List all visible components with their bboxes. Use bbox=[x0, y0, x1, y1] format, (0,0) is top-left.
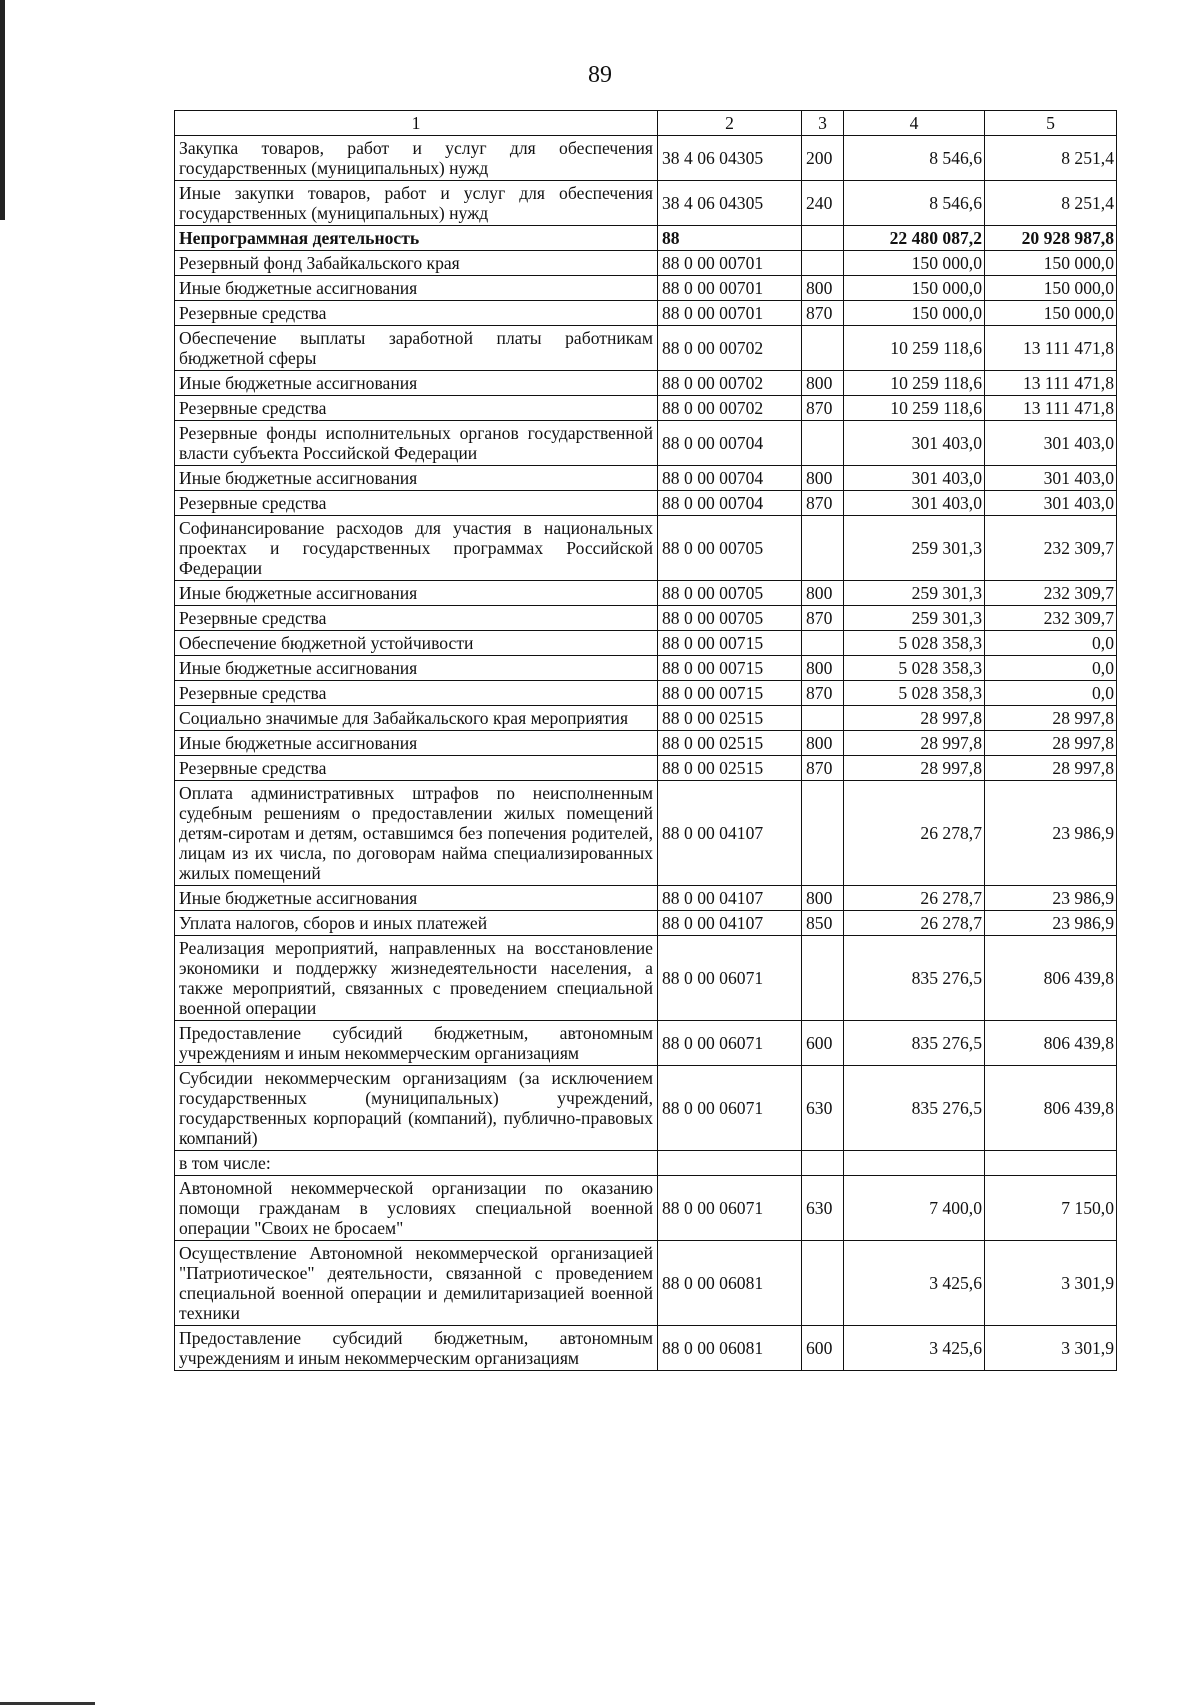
table-row bbox=[175, 301, 1117, 326]
row-value-4-cell: 22 480 087,2 bbox=[844, 226, 985, 251]
row-value-5-cell: 28 997,8 bbox=[985, 731, 1117, 756]
row-value-5-cell: 8 251,4 bbox=[985, 181, 1117, 226]
row-code-cell: 88 0 00 00701 bbox=[658, 276, 802, 301]
row-code-cell: 88 0 00 06081 bbox=[658, 1326, 802, 1371]
row-kind-cell: 800 bbox=[802, 371, 844, 396]
row-code-cell: 88 0 00 06081 bbox=[658, 1241, 802, 1326]
table-row bbox=[175, 491, 1117, 516]
row-code-cell: 88 0 00 04107 bbox=[658, 781, 802, 886]
row-value-4-cell: 26 278,7 bbox=[844, 886, 985, 911]
table-row bbox=[175, 1241, 1117, 1326]
table-row bbox=[175, 251, 1117, 276]
row-code-cell: 88 0 00 06071 bbox=[658, 1176, 802, 1241]
column-header: 2 bbox=[658, 111, 802, 136]
table-row bbox=[175, 731, 1117, 756]
row-value-4-cell: 26 278,7 bbox=[844, 911, 985, 936]
row-kind-cell: 240 bbox=[802, 181, 844, 226]
row-kind-cell: 800 bbox=[802, 466, 844, 491]
row-kind-cell: 870 bbox=[802, 396, 844, 421]
row-value-5-cell: 28 997,8 bbox=[985, 756, 1117, 781]
table-row bbox=[175, 606, 1117, 631]
row-kind-cell bbox=[802, 631, 844, 656]
row-kind-cell bbox=[802, 781, 844, 886]
row-kind-cell: 600 bbox=[802, 1326, 844, 1371]
column-header: 4 bbox=[844, 111, 985, 136]
row-code-cell: 88 0 00 00702 bbox=[658, 396, 802, 421]
row-value-5-cell: 23 986,9 bbox=[985, 781, 1117, 886]
row-kind-cell: 870 bbox=[802, 756, 844, 781]
row-name-cell: Социально значимые для Забайкальского края мероприятия bbox=[175, 706, 658, 731]
row-name-cell: Иные закупки товаров, работ и услуг для обеспечения государственных (муниципальных) нужд bbox=[175, 181, 658, 226]
row-value-5-cell: 7 150,0 bbox=[985, 1176, 1117, 1241]
row-kind-cell: 630 bbox=[802, 1066, 844, 1151]
table-row bbox=[175, 276, 1117, 301]
row-code-cell: 88 0 00 02515 bbox=[658, 731, 802, 756]
row-value-5-cell: 3 301,9 bbox=[985, 1241, 1117, 1326]
row-code-cell: 88 0 00 00705 bbox=[658, 581, 802, 606]
row-name-cell: Предоставление субсидий бюджетным, автономным учреждениям и иным некоммерческим организациям bbox=[175, 1326, 658, 1371]
row-code-cell: 88 0 00 00701 bbox=[658, 251, 802, 276]
row-kind-cell: 800 bbox=[802, 276, 844, 301]
table-row bbox=[175, 936, 1117, 1021]
row-code-cell: 88 0 00 00715 bbox=[658, 681, 802, 706]
row-value-5-cell: 28 997,8 bbox=[985, 706, 1117, 731]
row-value-5-cell: 150 000,0 bbox=[985, 276, 1117, 301]
table-row bbox=[175, 756, 1117, 781]
row-value-4-cell: 301 403,0 bbox=[844, 421, 985, 466]
row-kind-cell: 850 bbox=[802, 911, 844, 936]
row-value-5-cell: 301 403,0 bbox=[985, 421, 1117, 466]
row-value-4-cell: 150 000,0 bbox=[844, 276, 985, 301]
row-name-cell: Резервные средства bbox=[175, 396, 658, 421]
table-row bbox=[175, 911, 1117, 936]
row-value-4-cell: 28 997,8 bbox=[844, 731, 985, 756]
table-row bbox=[175, 1176, 1117, 1241]
row-name-cell: Иные бюджетные ассигнования bbox=[175, 371, 658, 396]
row-name-cell: Резервные средства bbox=[175, 756, 658, 781]
table-row bbox=[175, 1326, 1117, 1371]
row-code-cell: 88 0 00 02515 bbox=[658, 756, 802, 781]
table-row bbox=[175, 326, 1117, 371]
row-name-cell: Софинансирование расходов для участия в национальных проектах и государственных программах Российской Федерации bbox=[175, 516, 658, 581]
row-value-4-cell: 301 403,0 bbox=[844, 491, 985, 516]
row-value-5-cell: 0,0 bbox=[985, 681, 1117, 706]
row-name-cell: Иные бюджетные ассигнования bbox=[175, 656, 658, 681]
column-header: 3 bbox=[802, 111, 844, 136]
row-code-cell: 88 bbox=[658, 226, 802, 251]
table-row bbox=[175, 1066, 1117, 1151]
row-kind-cell bbox=[802, 706, 844, 731]
row-name-cell: Иные бюджетные ассигнования bbox=[175, 886, 658, 911]
row-value-4-cell: 28 997,8 bbox=[844, 706, 985, 731]
row-kind-cell: 870 bbox=[802, 491, 844, 516]
row-value-4-cell: 10 259 118,6 bbox=[844, 371, 985, 396]
row-code-cell: 88 0 00 00705 bbox=[658, 516, 802, 581]
table-row bbox=[175, 1021, 1117, 1066]
row-kind-cell bbox=[802, 326, 844, 371]
row-code-cell: 88 0 00 02515 bbox=[658, 706, 802, 731]
row-name-cell: Оплата административных штрафов по неисполненным судебным решениям о предоставлении жилых помещений детям-сиротам и детям, оставшимся без попечения родителей, лицам из их числа, по договорам найма специализированных жилых помещений bbox=[175, 781, 658, 886]
table-row bbox=[175, 886, 1117, 911]
row-value-5-cell: 13 111 471,8 bbox=[985, 371, 1117, 396]
row-kind-cell: 800 bbox=[802, 886, 844, 911]
table-row bbox=[175, 631, 1117, 656]
row-value-5-cell: 23 986,9 bbox=[985, 886, 1117, 911]
row-name-cell: Иные бюджетные ассигнования bbox=[175, 276, 658, 301]
row-kind-cell bbox=[802, 1241, 844, 1326]
row-code-cell: 38 4 06 04305 bbox=[658, 181, 802, 226]
row-kind-cell: 870 bbox=[802, 301, 844, 326]
row-value-4-cell: 259 301,3 bbox=[844, 606, 985, 631]
row-value-4-cell: 26 278,7 bbox=[844, 781, 985, 886]
table-row bbox=[175, 1151, 1117, 1176]
page-number: 89 bbox=[588, 62, 612, 88]
row-code-cell: 88 0 00 06071 bbox=[658, 1066, 802, 1151]
row-name-cell: Уплата налогов, сборов и иных платежей bbox=[175, 911, 658, 936]
row-value-4-cell: 10 259 118,6 bbox=[844, 326, 985, 371]
row-code-cell: 88 0 00 00701 bbox=[658, 301, 802, 326]
row-code-cell: 88 0 00 00705 bbox=[658, 606, 802, 631]
row-name-cell: Автономной некоммерческой организации по оказанию помощи гражданам в условиях специальной военной операции "Своих не бросаем" bbox=[175, 1176, 658, 1241]
row-value-5-cell: 232 309,7 bbox=[985, 581, 1117, 606]
table-row bbox=[175, 371, 1117, 396]
row-kind-cell bbox=[802, 421, 844, 466]
row-value-4-cell: 835 276,5 bbox=[844, 1066, 985, 1151]
table-row bbox=[175, 516, 1117, 581]
row-value-5-cell: 0,0 bbox=[985, 631, 1117, 656]
row-code-cell: 88 0 00 00704 bbox=[658, 466, 802, 491]
row-name-cell: Резервные фонды исполнительных органов государственной власти субъекта Российской Федерации bbox=[175, 421, 658, 466]
row-kind-cell: 800 bbox=[802, 731, 844, 756]
row-code-cell: 88 0 00 00704 bbox=[658, 491, 802, 516]
row-name-cell: Обеспечение бюджетной устойчивости bbox=[175, 631, 658, 656]
table-row bbox=[175, 396, 1117, 421]
row-value-4-cell: 150 000,0 bbox=[844, 301, 985, 326]
row-value-4-cell: 8 546,6 bbox=[844, 181, 985, 226]
row-value-5-cell bbox=[985, 1151, 1117, 1176]
table-row bbox=[175, 226, 1117, 251]
row-value-4-cell: 28 997,8 bbox=[844, 756, 985, 781]
row-code-cell: 88 0 00 00715 bbox=[658, 656, 802, 681]
row-code-cell: 38 4 06 04305 bbox=[658, 136, 802, 181]
row-value-4-cell: 301 403,0 bbox=[844, 466, 985, 491]
row-kind-cell bbox=[802, 1151, 844, 1176]
row-value-5-cell: 301 403,0 bbox=[985, 491, 1117, 516]
row-code-cell: 88 0 00 04107 bbox=[658, 886, 802, 911]
table-row bbox=[175, 781, 1117, 886]
row-name-cell: Иные бюджетные ассигнования bbox=[175, 581, 658, 606]
row-code-cell: 88 0 00 00704 bbox=[658, 421, 802, 466]
table-row bbox=[175, 466, 1117, 491]
row-value-5-cell: 23 986,9 bbox=[985, 911, 1117, 936]
scan-edge bbox=[0, 0, 5, 220]
table-row bbox=[175, 421, 1117, 466]
row-value-5-cell: 232 309,7 bbox=[985, 606, 1117, 631]
row-kind-cell: 870 bbox=[802, 681, 844, 706]
row-name-cell: Иные бюджетные ассигнования bbox=[175, 466, 658, 491]
row-name-cell: Субсидии некоммерческим организациям (за исключением государственных (муниципальных) учреждений, государственных корпораций (компаний), публично-правовых компаний) bbox=[175, 1066, 658, 1151]
row-name-cell: Предоставление субсидий бюджетным, автономным учреждениям и иным некоммерческим организациям bbox=[175, 1021, 658, 1066]
row-kind-cell: 870 bbox=[802, 606, 844, 631]
row-value-4-cell: 3 425,6 bbox=[844, 1241, 985, 1326]
row-kind-cell bbox=[802, 251, 844, 276]
column-header: 1 bbox=[175, 111, 658, 136]
row-value-5-cell: 232 309,7 bbox=[985, 516, 1117, 581]
row-value-4-cell: 5 028 358,3 bbox=[844, 681, 985, 706]
row-value-5-cell: 806 439,8 bbox=[985, 1066, 1117, 1151]
table-row bbox=[175, 681, 1117, 706]
table-row bbox=[175, 136, 1117, 181]
row-code-cell: 88 0 00 06071 bbox=[658, 936, 802, 1021]
row-value-5-cell: 13 111 471,8 bbox=[985, 396, 1117, 421]
row-value-5-cell: 150 000,0 bbox=[985, 301, 1117, 326]
table-body bbox=[175, 136, 1117, 1371]
row-value-5-cell: 13 111 471,8 bbox=[985, 326, 1117, 371]
row-value-4-cell bbox=[844, 1151, 985, 1176]
row-value-4-cell: 3 425,6 bbox=[844, 1326, 985, 1371]
row-name-cell: Резервные средства bbox=[175, 681, 658, 706]
row-code-cell bbox=[658, 1151, 802, 1176]
row-kind-cell bbox=[802, 226, 844, 251]
row-value-5-cell: 0,0 bbox=[985, 656, 1117, 681]
row-code-cell: 88 0 00 00702 bbox=[658, 371, 802, 396]
row-value-4-cell: 259 301,3 bbox=[844, 516, 985, 581]
row-kind-cell bbox=[802, 936, 844, 1021]
row-value-4-cell: 10 259 118,6 bbox=[844, 396, 985, 421]
row-value-4-cell: 259 301,3 bbox=[844, 581, 985, 606]
row-value-5-cell: 8 251,4 bbox=[985, 136, 1117, 181]
row-value-4-cell: 150 000,0 bbox=[844, 251, 985, 276]
row-value-4-cell: 7 400,0 bbox=[844, 1176, 985, 1241]
row-code-cell: 88 0 00 00702 bbox=[658, 326, 802, 371]
row-value-4-cell: 8 546,6 bbox=[844, 136, 985, 181]
table-header-row bbox=[175, 111, 1117, 136]
row-value-4-cell: 835 276,5 bbox=[844, 936, 985, 1021]
row-value-4-cell: 5 028 358,3 bbox=[844, 656, 985, 681]
row-kind-cell: 800 bbox=[802, 581, 844, 606]
row-code-cell: 88 0 00 00715 bbox=[658, 631, 802, 656]
row-value-4-cell: 835 276,5 bbox=[844, 1021, 985, 1066]
row-name-cell: Резервные средства bbox=[175, 301, 658, 326]
row-name-cell: Резервные средства bbox=[175, 491, 658, 516]
row-value-5-cell: 20 928 987,8 bbox=[985, 226, 1117, 251]
row-value-4-cell: 5 028 358,3 bbox=[844, 631, 985, 656]
table-row bbox=[175, 706, 1117, 731]
row-value-5-cell: 806 439,8 bbox=[985, 1021, 1117, 1066]
row-name-cell: Резервные средства bbox=[175, 606, 658, 631]
row-kind-cell: 200 bbox=[802, 136, 844, 181]
row-kind-cell: 600 bbox=[802, 1021, 844, 1066]
row-value-5-cell: 301 403,0 bbox=[985, 466, 1117, 491]
row-code-cell: 88 0 00 06071 bbox=[658, 1021, 802, 1066]
row-name-cell: Обеспечение выплаты заработной платы работникам бюджетной сферы bbox=[175, 326, 658, 371]
row-name-cell: Закупка товаров, работ и услуг для обеспечения государственных (муниципальных) нужд bbox=[175, 136, 658, 181]
table-row bbox=[175, 581, 1117, 606]
row-value-5-cell: 806 439,8 bbox=[985, 936, 1117, 1021]
row-name-cell: Непрограммная деятельность bbox=[175, 226, 658, 251]
row-value-5-cell: 150 000,0 bbox=[985, 251, 1117, 276]
row-name-cell: Реализация мероприятий, направленных на восстановление экономики и поддержку жизнедеятельности населения, а также мероприятий, связанных с проведением специальной военной операции bbox=[175, 936, 658, 1021]
row-name-cell: Осуществление Автономной некоммерческой организацией "Патриотическое" деятельности, связанной с проведением специальной военной операции и демилитаризацией военной техники bbox=[175, 1241, 658, 1326]
row-kind-cell: 800 bbox=[802, 656, 844, 681]
row-value-5-cell: 3 301,9 bbox=[985, 1326, 1117, 1371]
budget-table bbox=[174, 110, 1117, 1371]
row-kind-cell: 630 bbox=[802, 1176, 844, 1241]
row-name-cell: Иные бюджетные ассигнования bbox=[175, 731, 658, 756]
row-name-cell: в том числе: bbox=[175, 1151, 658, 1176]
column-header: 5 bbox=[985, 111, 1117, 136]
row-kind-cell bbox=[802, 516, 844, 581]
row-name-cell: Резервный фонд Забайкальского края bbox=[175, 251, 658, 276]
table-row bbox=[175, 181, 1117, 226]
table-row bbox=[175, 656, 1117, 681]
row-code-cell: 88 0 00 04107 bbox=[658, 911, 802, 936]
